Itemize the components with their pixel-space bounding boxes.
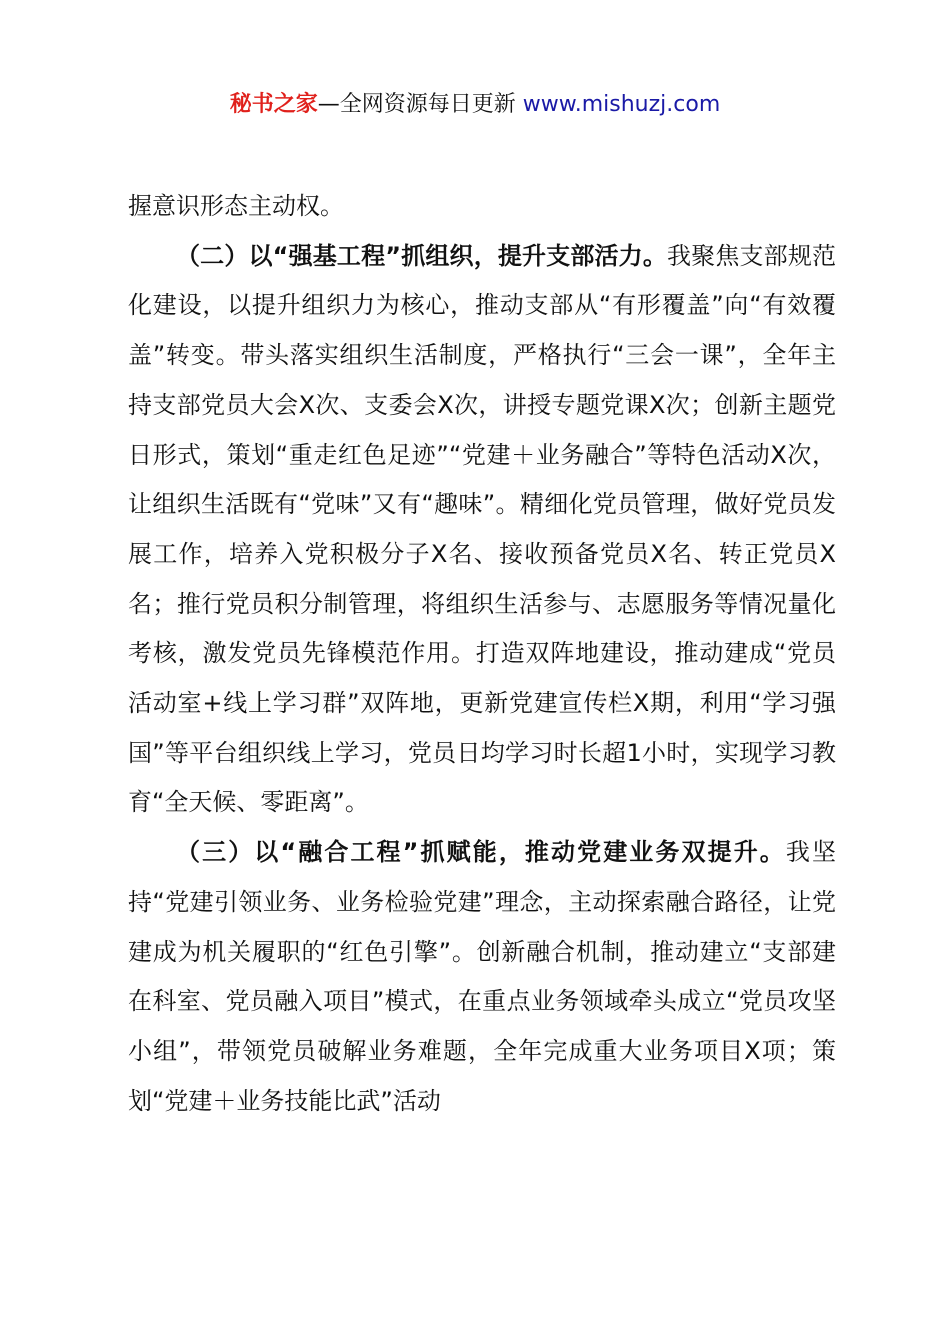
paragraph-text: 我坚持“党建引领业务、业务检验党建”理念，主动探索融合路径，让党建成为机关履职的“红色引擎”。创新融合机制，推动建立“支部建在科室、党员融入项目”模式，在重点业务领域牵头成立“党员攻坚小组”，带领党员破解业务难题，全年完成重大业务项目X项；策划“党建＋业务技能比武”活动 <box>128 838 837 1115</box>
paragraph-section-3 <box>128 828 836 1126</box>
brand-name: 秘书之家 <box>229 92 318 117</box>
page-header <box>0 88 950 122</box>
document-body <box>128 182 836 1126</box>
section-heading: （二）以“强基工程”抓组织，提升支部活力。 <box>176 241 668 270</box>
paragraph-section-2 <box>128 232 836 828</box>
paragraph-text: 握意识形态主动权。 <box>128 192 344 220</box>
section-heading: （三）以“融合工程”抓赋能，推动党建业务双提升。 <box>176 838 786 867</box>
website-link[interactable]: www.mishuzj.com <box>522 92 721 117</box>
header-tagline: —全网资源每日更新 <box>317 92 516 117</box>
paragraph-continuation <box>128 182 836 232</box>
paragraph-text: 我聚焦支部规范化建设，以提升组织力为核心，推动支部从“有形覆盖”向“有效覆盖”转变。带头落实组织生活制度，严格执行“三会一课”，全年主持支部党员大会X次、支委会X次，讲授专题党课X次；创新主题党日形式，策划“重走红色足迹”“党建＋业务融合”等特色活动X次，让组织生活既有“党味”又有“趣味”。精细化党员管理，做好党员发展工作，培养入党积极分子X名、接收预备党员X名、转正党员X名；推行党员积分制管理，将组织生活参与、志愿服务等情况量化考核，激发党员先锋模范作用。打造双阵地建设，推动建成“党员活动室+线上学习群”双阵地，更新党建宣传栏X期，利用“学习强国”等平台组织线上学习，党员日均学习时长超1小时，实现学习教育“全天候、零距离”。 <box>128 241 837 817</box>
